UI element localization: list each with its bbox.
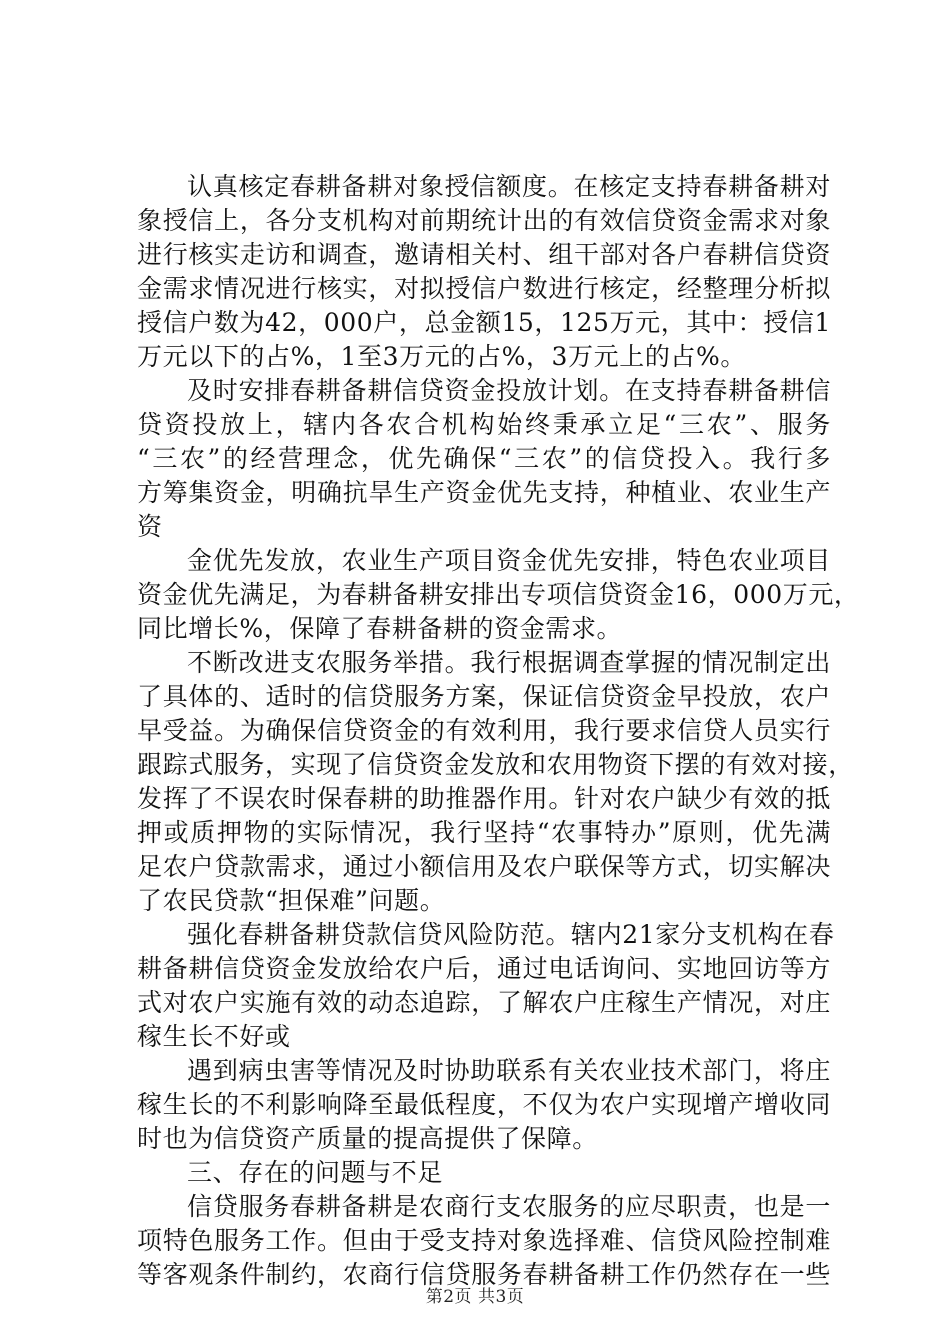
paragraph-line: 等客观条件制约，农商行信贷服务春耕备耕工作仍然存在一些 [137, 1260, 831, 1289]
paragraph-line: 押或质押物的实际情况，我行坚持“农事特办”原则，优先满 [137, 818, 831, 847]
paragraph-line: 金优先发放，农业生产项目资金优先安排，特色农业项目 [187, 546, 831, 575]
paragraph-line: 足农户贷款需求，通过小额信用及农户联保等方式，切实解决 [137, 852, 831, 881]
paragraph-line: 了农民贷款“担保难”问题。 [137, 886, 446, 915]
paragraph-line: 同比增长%，保障了春耕备耕的资金需求。 [137, 614, 623, 643]
paragraph-line: 认真核定春耕备耕对象授信额度。在核定支持春耕备耕对 [187, 172, 831, 201]
page-number: 第2页 共3页 [425, 1287, 525, 1307]
paragraph-line: 贷资投放上，辖内各农合机构始终秉承立足“三农”、服务 [137, 410, 831, 439]
paragraph-line: 遇到病虫害等情况及时协助联系有关农业技术部门，将庄 [187, 1056, 831, 1085]
paragraph-line: 稼生长的不利影响降至最低程度，不仅为农户实现增产增收同 [137, 1090, 831, 1119]
paragraph-line: 稼生长不好或 [137, 1022, 291, 1051]
paragraph-line: 式对农户实施有效的动态追踪，了解农户庄稼生产情况，对庄 [137, 988, 831, 1017]
paragraph-line: 了具体的、适时的信贷服务方案，保证信贷资金早投放，农户 [137, 682, 831, 711]
paragraph-line: 万元以下的占%，1至3万元的占%，3万元上的占%。 [137, 342, 746, 371]
paragraph-line: 强化春耕备耕贷款信贷风险防范。辖内21家分支机构在春 [187, 920, 835, 949]
paragraph-line: 金需求情况进行核实，对拟授信户数进行核定，经整理分析拟 [137, 274, 831, 303]
paragraph-line: 跟踪式服务，实现了信贷资金发放和农用物资下摆的有效对接， [137, 750, 854, 779]
section-heading: 三、存在的问题与不足 [187, 1158, 444, 1187]
paragraph-line: “三农”的经营理念，优先确保“三农”的信贷投入。我行多 [137, 444, 831, 473]
paragraph-line: 时也为信贷资产质量的提高提供了保障。 [137, 1124, 598, 1153]
paragraph-line: 不断改进支农服务举措。我行根据调查掌握的情况制定出 [187, 648, 831, 677]
paragraph-line: 授信户数为42，000户，总金额15，125万元，其中：授信1 [137, 308, 831, 337]
paragraph-line: 耕备耕信贷资金发放给农户后，通过电话询问、实地回访等方 [137, 954, 831, 983]
paragraph-line: 信贷服务春耕备耕是农商行支农服务的应尽职责，也是一 [187, 1192, 831, 1221]
page-footer [0, 1282, 950, 1307]
paragraph-line: 及时安排春耕备耕信贷资金投放计划。在支持春耕备耕信 [187, 376, 831, 405]
paragraph-line: 早受益。为确保信贷资金的有效利用，我行要求信贷人员实行 [137, 716, 831, 745]
paragraph-line: 发挥了不误农时保春耕的助推器作用。针对农户缺少有效的抵 [137, 784, 831, 813]
document-body [137, 170, 860, 1292]
paragraph-line: 方筹集资金，明确抗旱生产资金优先支持，种植业、农业生产 [137, 478, 831, 507]
paragraph-line: 资 [137, 512, 163, 541]
paragraph-line: 项特色服务工作。但由于受支持对象选择难、信贷风险控制难 [137, 1226, 831, 1255]
paragraph-line: 资金优先满足，为春耕备耕安排出专项信贷资金16，000万元， [137, 580, 860, 609]
paragraph-line: 象授信上，各分支机构对前期统计出的有效信贷资金需求对象 [137, 206, 831, 235]
paragraph-line: 进行核实走访和调查，邀请相关村、组干部对各户春耕信贷资 [137, 240, 831, 269]
